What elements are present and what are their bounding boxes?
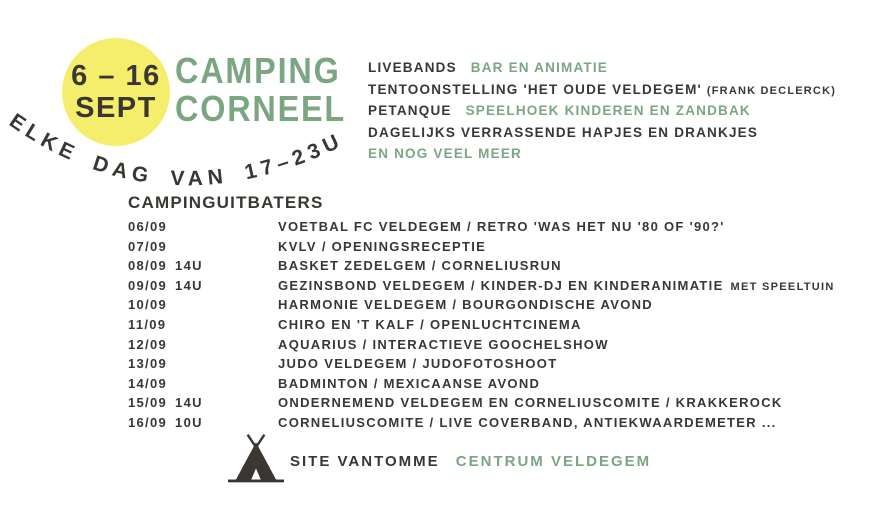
date-text: 07/09: [128, 238, 168, 254]
program-row: [128, 257, 828, 277]
feature-line: [368, 101, 836, 123]
program-event-cell: [278, 257, 562, 277]
event-small-text: MET SPEELTUIN: [730, 280, 835, 293]
program-event-cell: [278, 316, 582, 336]
time-text: 10U: [175, 414, 203, 430]
date-text: 11/09: [128, 316, 167, 332]
time-text: 14U: [175, 258, 203, 274]
program-row: [128, 218, 828, 238]
program-date-cell: [128, 375, 278, 395]
program-date-cell: [128, 355, 278, 375]
program-event-cell: [278, 394, 783, 414]
program-row: [128, 316, 828, 336]
program-event-cell: [278, 336, 609, 356]
features-list: [368, 58, 836, 166]
feature-dark-text: TENTOONSTELLING 'HET OUDE VELDEGEM': [368, 81, 702, 97]
event-text: CORNELIUSCOMITE / LIVE COVERBAND, ANTIEKWAARDEMETER ...: [278, 414, 777, 430]
feature-dark-text: DAGELIJKS VERRASSENDE HAPJES EN DRANKJES: [368, 124, 759, 140]
date-text: 16/09: [128, 414, 168, 430]
program-row: [128, 277, 835, 297]
site-location-text: CENTRUM VELDEGEM: [455, 453, 652, 470]
program-event-cell: [278, 238, 486, 258]
feature-line: [368, 58, 836, 80]
time-text: 14U: [175, 395, 203, 411]
program-row: [128, 355, 828, 375]
date-text: 09/09: [128, 277, 168, 293]
program-row: [128, 238, 828, 258]
site-name-text: SITE VANTOMME: [290, 453, 440, 470]
feature-line: [368, 123, 836, 145]
feature-green-text: EN NOG VEEL MEER: [368, 146, 522, 161]
feature-dark-text: PETANQUE: [368, 103, 452, 118]
program-date-cell: [128, 414, 278, 434]
program-date-cell: [128, 218, 278, 238]
program-date-cell: [128, 257, 278, 277]
program-table: [128, 218, 835, 434]
date-text: 08/09: [128, 258, 168, 274]
svg-text:ELKE DAG VAN 17–23U: [5, 109, 345, 190]
event-text: BADMINTON / MEXICAANSE AVOND: [278, 375, 541, 391]
date-text: 10/09: [128, 297, 168, 313]
event-text: ONDERNEMEND VELDEGEM EN CORNELIUSCOMITE / KRAKKEROCK: [278, 395, 783, 411]
program-event-cell: [278, 355, 557, 375]
footer-location: [290, 453, 651, 470]
program-row: [128, 414, 828, 434]
event-text: BASKET ZEDELGEM / CORNELIUSRUN: [278, 258, 562, 274]
event-text: JUDO VELDEGEM / JUDOFOTOSHOOT: [278, 356, 558, 372]
program-row: [128, 394, 828, 414]
tent-icon: [228, 433, 284, 485]
program-date-cell: [128, 238, 278, 258]
program-row: [128, 336, 828, 356]
event-text: HARMONIE VELDEGEM / BOURGONDISCHE AVOND: [278, 297, 653, 313]
program-event-cell: [278, 218, 725, 238]
event-text: VOETBAL FC VELDEGEM / RETRO 'WAS HET NU '80 OF '90?': [278, 219, 725, 234]
feature-line: [368, 144, 836, 166]
feature-green-text: SPEELHOEK KINDEREN EN ZANDBAK: [465, 103, 751, 118]
title-line-1: CAMPING: [175, 50, 341, 91]
feature-small-text: (FRANK DECLERCK): [706, 84, 837, 97]
program-date-cell: [128, 394, 278, 414]
program-event-cell: [278, 277, 835, 297]
program-event-cell: [278, 375, 540, 395]
program-event-cell: [278, 414, 777, 434]
date-text: 06/09: [128, 219, 168, 234]
event-text: AQUARIUS / INTERACTIEVE GOOCHELSHOW: [278, 336, 609, 352]
program-heading: CAMPINGUITBATERS: [128, 193, 324, 212]
date-text: 13/09: [128, 356, 168, 372]
program-row: [128, 296, 828, 316]
program-date-cell: [128, 277, 278, 297]
feature-green-text: BAR EN ANIMATIE: [470, 60, 609, 75]
date-text: 12/09: [128, 336, 168, 352]
date-text: 14/09: [128, 375, 168, 391]
arc-tagline-text: ELKE DAG VAN 17–23U: [5, 109, 346, 191]
program-date-cell: [128, 296, 278, 316]
event-text: CHIRO EN 'T KALF / OPENLUCHTCINEMA: [278, 316, 582, 332]
date-range-text: 6 – 16: [71, 60, 161, 92]
date-month-text: SEPT: [75, 92, 157, 124]
program-date-cell: [128, 336, 278, 356]
program-date-cell: [128, 316, 278, 336]
event-text: GEZINSBOND VELDEGEM / KINDER-DJ EN KINDERANIMATIE: [278, 277, 724, 293]
program-event-cell: [278, 296, 653, 316]
time-text: 14U: [175, 277, 203, 293]
feature-dark-text: LIVEBANDS: [368, 60, 457, 75]
date-text: 15/09: [128, 395, 168, 411]
program-row: [128, 375, 828, 395]
feature-line: [368, 80, 836, 102]
event-text: KVLV / OPENINGSRECEPTIE: [278, 238, 487, 254]
title-line-2: CORNEEL: [175, 88, 347, 129]
